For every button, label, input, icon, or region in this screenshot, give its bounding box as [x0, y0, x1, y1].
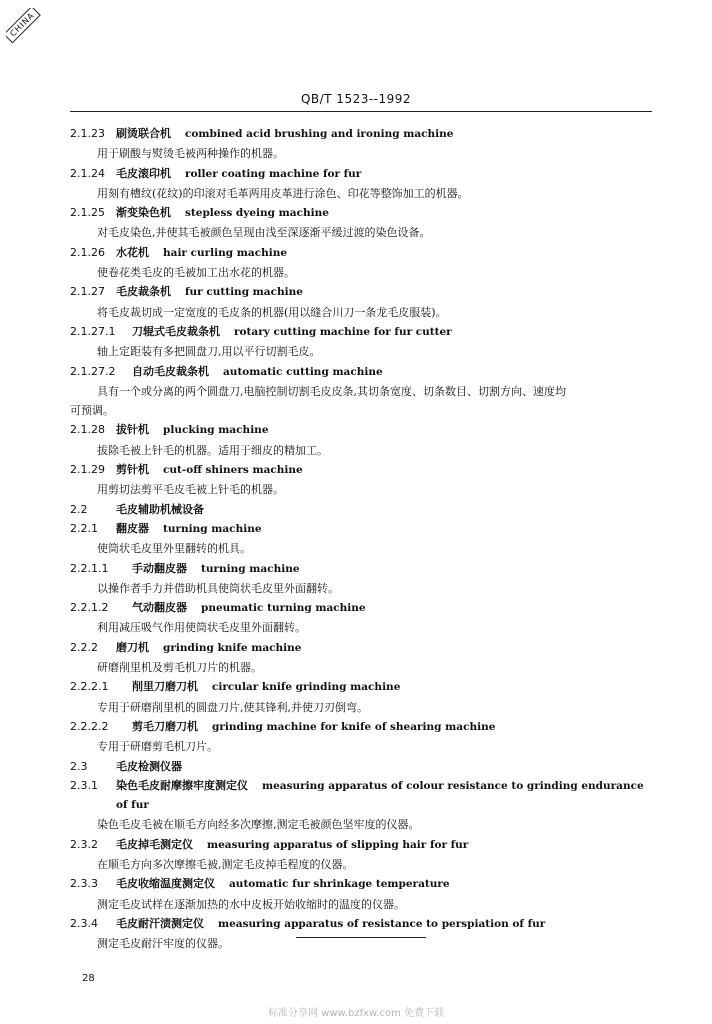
clause-number: 2.2.2.2 — [70, 719, 109, 733]
term-chinese: 渐变染色机 — [116, 206, 171, 220]
term-entry — [70, 164, 655, 204]
term-definition: 将毛皮裁切成一定宽度的毛皮条的机器(用以缝合川刀一条龙毛皮服装)。 — [97, 305, 447, 319]
term-entry — [70, 776, 655, 835]
term-heading — [70, 203, 655, 223]
term-entry — [70, 835, 655, 875]
term-heading — [70, 559, 655, 579]
clause-number: 2.1.27.2 — [70, 364, 116, 378]
term-heading — [70, 874, 655, 894]
term-english: pneumatic turning machine — [201, 602, 366, 615]
term-entry — [70, 914, 655, 954]
clause-number: 2.1.27 — [70, 285, 105, 299]
term-heading — [70, 519, 655, 539]
clause-number: 2.1.29 — [70, 463, 105, 477]
term-english: cut-off shiners machine — [163, 464, 303, 477]
term-chinese: 水花机 — [116, 245, 149, 259]
term-heading — [70, 776, 655, 796]
term-definition: 测定毛皮试样在逐渐加热的水中皮板开始收缩时的温度的仪器。 — [97, 897, 405, 911]
clause-number: 2.2.1.1 — [70, 561, 109, 575]
clause-number: 2.1.26 — [70, 245, 105, 259]
term-heading — [70, 500, 655, 519]
clause-number: 2.2.2.1 — [70, 680, 109, 694]
term-definition: 对毛皮染色,并使其毛被颜色呈现由浅至深逐渐平缓过渡的染色设备。 — [97, 226, 431, 240]
term-english: rotary cutting machine for fur cutter — [234, 325, 452, 338]
term-definition: 使卷花类毛皮的毛被加工出水花的机器。 — [97, 266, 295, 280]
term-definition: 使筒状毛皮里外里翻转的机具。 — [97, 542, 251, 556]
clause-number: 2.2.1 — [70, 521, 98, 535]
term-chinese: 磨刀机 — [116, 640, 149, 654]
term-chinese: 毛皮辅助机械设备 — [116, 502, 204, 516]
term-chinese: 拔针机 — [116, 423, 149, 437]
term-chinese: 刀辊式毛皮裁条机 — [132, 324, 220, 338]
term-heading — [70, 757, 655, 776]
term-english: turning machine — [201, 562, 300, 575]
term-heading — [70, 460, 655, 480]
term-entry — [70, 243, 655, 283]
term-english: automatic fur shrinkage temperature — [229, 878, 450, 891]
term-english: automatic cutting machine — [223, 365, 383, 378]
term-english: measuring apparatus of resistance to perspiation of fur — [218, 917, 546, 930]
term-heading — [70, 420, 655, 440]
term-definition: 测定毛皮耐汗牢度的仪器。 — [97, 937, 229, 951]
term-chinese: 毛皮掉毛测定仪 — [116, 837, 193, 851]
clause-number: 2.3.4 — [70, 916, 98, 930]
term-definition: 轴上定距装有多把圆盘刀,用以平行切割毛皮。 — [97, 345, 321, 359]
term-definition: 用剪切法剪平毛皮毛被上针毛的机器。 — [97, 483, 284, 497]
term-definition: 拔除毛被上针毛的机器。适用于细皮的精加工。 — [97, 443, 328, 457]
term-heading — [70, 638, 655, 658]
term-heading — [70, 164, 655, 184]
term-chinese: 剪毛刀磨刀机 — [132, 719, 198, 733]
term-chinese: 毛皮检测仪器 — [116, 759, 182, 773]
term-english: plucking machine — [163, 424, 269, 437]
clause-number: 2.3.1 — [70, 778, 98, 792]
watermark: 标准分享网 www.bzfxw.com 免费下载 — [268, 1008, 444, 1019]
term-english: hair curling machine — [163, 246, 288, 259]
term-entry — [70, 362, 655, 421]
term-chinese: 毛皮耐汗渍测定仪 — [116, 916, 204, 930]
term-definition: 在顺毛方向多次摩擦毛被,测定毛皮掉毛程度的仪器。 — [97, 857, 354, 871]
header-rule — [70, 111, 652, 112]
clause-number: 2.2 — [70, 502, 88, 516]
term-english: grinding knife machine — [163, 641, 302, 654]
term-entry — [70, 717, 655, 757]
clause-number: 2.1.27.1 — [70, 324, 116, 338]
term-english: fur cutting machine — [185, 286, 303, 299]
term-definition: 专用于研磨剪毛机刀片。 — [97, 740, 218, 754]
term-english: measuring apparatus of colour resistance to grinding endurance — [262, 779, 644, 792]
term-english: measuring apparatus of slipping hair for fur — [207, 838, 469, 851]
term-definition: 可预调。 — [70, 404, 114, 418]
term-entry — [70, 124, 655, 164]
term-entry — [70, 638, 655, 678]
term-heading — [70, 914, 655, 934]
clause-number: 2.3 — [70, 759, 88, 773]
term-entry — [70, 500, 655, 519]
term-chinese: 毛皮裁条机 — [116, 285, 171, 299]
term-definition: 用刻有槽纹(花纹)的印滚对毛革两用皮革进行涂色、印花等整饰加工的机器。 — [97, 186, 469, 200]
term-english: stepless dyeing machine — [185, 207, 329, 220]
term-entry — [70, 519, 655, 559]
clause-number: 2.1.28 — [70, 423, 105, 437]
term-chinese: 毛皮滚印机 — [116, 166, 171, 180]
term-english-continued: of fur — [116, 799, 149, 812]
china-stamp — [6, 8, 46, 48]
term-heading — [70, 677, 655, 697]
term-entry — [70, 559, 655, 599]
term-chinese: 剪针机 — [116, 463, 149, 477]
term-heading — [70, 322, 655, 342]
term-entry — [70, 203, 655, 243]
footer-rule — [296, 937, 426, 938]
term-definition: 研磨削里机及剪毛机刀片的机器。 — [97, 661, 262, 675]
term-entry — [70, 460, 655, 500]
clause-number: 2.2.1.2 — [70, 601, 109, 615]
term-english: turning machine — [163, 522, 262, 535]
term-english: roller coating machine for fur — [185, 167, 362, 180]
term-entry — [70, 322, 655, 362]
term-chinese: 自动毛皮裁条机 — [132, 364, 209, 378]
term-chinese: 气动翻皮器 — [132, 601, 187, 615]
term-heading — [70, 835, 655, 855]
term-heading — [70, 282, 655, 302]
term-heading — [70, 362, 655, 382]
standard-header: QB/T 1523--1992 — [300, 92, 412, 106]
term-entry — [70, 757, 655, 776]
clause-number: 2.2.2 — [70, 640, 98, 654]
term-chinese: 刷烫联合机 — [116, 127, 171, 140]
term-chinese: 削里刀磨刀机 — [132, 680, 198, 694]
term-chinese: 翻皮器 — [116, 521, 149, 535]
document-body — [70, 124, 655, 953]
page-number: 28 — [82, 973, 95, 984]
term-chinese: 染色毛皮耐摩擦牢度测定仪 — [116, 778, 248, 792]
term-english: combined acid brushing and ironing machine — [185, 128, 454, 140]
term-heading — [70, 124, 655, 144]
clause-number: 2.1.23 — [70, 127, 105, 140]
clause-number: 2.1.24 — [70, 166, 105, 180]
clause-number: 2.3.3 — [70, 877, 98, 891]
term-entry — [70, 420, 655, 460]
clause-number: 2.3.2 — [70, 837, 98, 851]
term-definition: 染色毛皮毛被在顺毛方向经多次摩擦,测定毛被颜色坚牢度的仪器。 — [97, 818, 420, 832]
term-definition: 具有一个或分离的两个圆盘刀,电脑控制切割毛皮皮条,其切条宽度、切条数目、切割方向、速度均 — [97, 384, 566, 398]
term-entry — [70, 598, 655, 638]
term-entry — [70, 874, 655, 914]
term-entry — [70, 677, 655, 717]
term-entry — [70, 282, 655, 322]
clause-number: 2.1.25 — [70, 206, 105, 220]
stamp-text: CHINA — [6, 8, 41, 43]
term-english: circular knife grinding machine — [212, 681, 401, 694]
term-definition: 专用于研磨削里机的圆盘刀片,使其锋利,并使刀刃倒弯。 — [97, 700, 368, 714]
term-heading — [70, 243, 655, 263]
term-heading — [70, 598, 655, 618]
term-definition: 利用减压吸气作用使筒状毛皮里外面翻转。 — [97, 621, 306, 635]
term-english: grinding machine for knife of shearing machine — [212, 720, 496, 733]
term-chinese: 毛皮收缩温度测定仪 — [116, 877, 215, 891]
term-heading — [70, 717, 655, 737]
term-definition: 用于刷酸与熨烫毛被两种操作的机器。 — [97, 147, 284, 161]
term-chinese: 手动翻皮器 — [132, 561, 187, 575]
term-definition: 以操作者手力并借助机具使筒状毛皮里外面翻转。 — [97, 581, 339, 595]
